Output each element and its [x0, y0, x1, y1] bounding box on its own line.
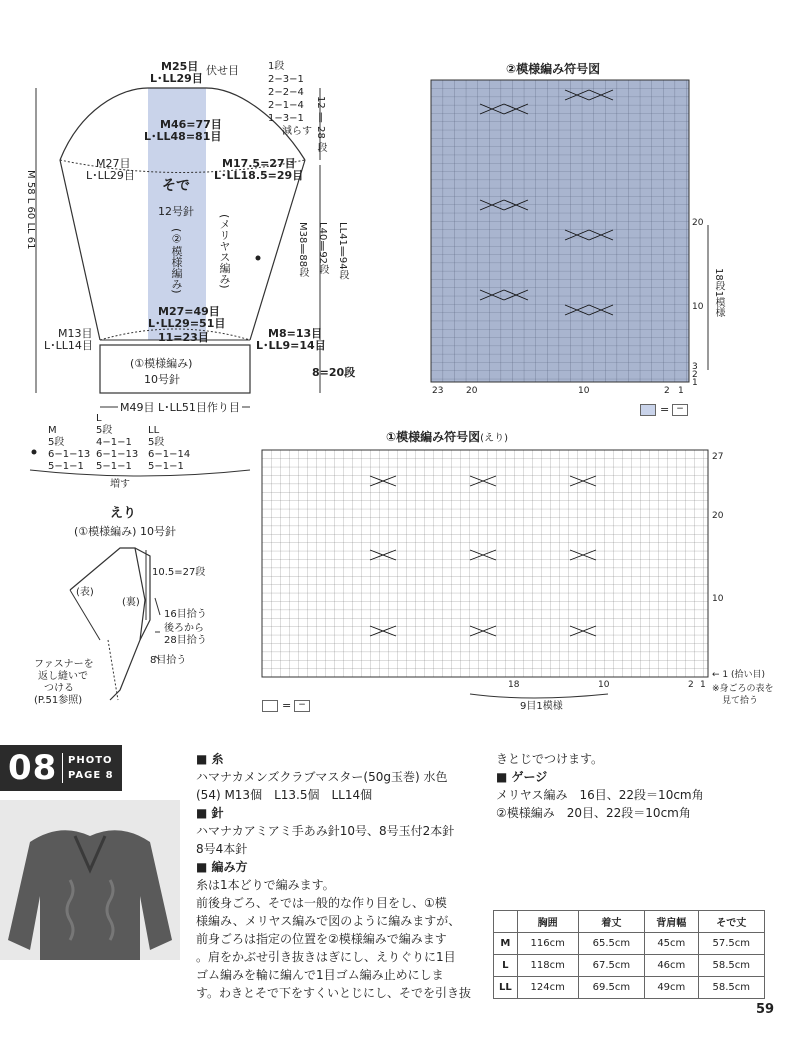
- dec-row: 1−3−1: [268, 113, 304, 124]
- chart2-col-2: 2: [664, 386, 670, 396]
- hr-ll-0: LL: [337, 222, 348, 234]
- height-left-58: 58: [25, 181, 36, 195]
- sweater-image: [0, 800, 180, 960]
- sleeve-cuff-rows: 8=20段: [312, 366, 356, 379]
- hr-m-1: 38: [297, 230, 308, 244]
- method-heading: ■ 編み方: [196, 860, 248, 874]
- sleeve-right-mid-m: M17.5=27目: [222, 157, 296, 170]
- inc-header-ll: LL: [148, 425, 160, 436]
- table-cell: 67.5cm: [578, 955, 644, 977]
- photo-page-label: PAGE 8: [68, 770, 114, 781]
- collar-front: (表): [76, 587, 94, 598]
- inc-ll-0: 5段: [148, 437, 165, 448]
- chart2-col-1: 1: [678, 386, 684, 396]
- table-cell: 118cm: [517, 955, 578, 977]
- hr-ll-1: 41: [337, 233, 348, 246]
- chart2-col-20: 20: [466, 386, 478, 396]
- chart1-note-1: ※身ごろの表を: [712, 684, 774, 694]
- inc-m-1: 6−1−13: [48, 449, 91, 460]
- method-line-2: 前後身ごろ、そでは一般的な作り目をし、①模: [196, 896, 447, 910]
- inc-m-0: 5段: [48, 437, 65, 448]
- sleeve-pattern2: (②模様編み): [170, 228, 183, 294]
- size-header-shoulder: 背肩幅: [645, 911, 698, 933]
- hr-m-4: 段: [297, 267, 308, 278]
- collar-pickup-3: 28目拾う: [164, 635, 207, 646]
- inc-l-1: 4−1−1: [96, 437, 132, 448]
- sleeve-cuff-left-l: L･LL14目: [44, 339, 93, 352]
- inc-header-m: M: [48, 425, 57, 436]
- chart1-pickup-note: ← 1 (拾い目): [712, 670, 766, 680]
- sleeve-left-mid-m: M27目: [96, 157, 131, 170]
- collar-zip-1: ファスナーを: [34, 659, 94, 670]
- yarn-line-2: (54) M13個 L13.5個 LL14個: [196, 788, 373, 802]
- table-row: [494, 977, 765, 999]
- hr-ll-4: 段: [337, 269, 348, 280]
- sleeve-cuff-left-m: M13目: [58, 327, 93, 340]
- sleeve-center-lower-11: 11=23目: [158, 331, 209, 344]
- dec-row: 2−1−4: [268, 100, 304, 111]
- pattern-number: 08: [8, 748, 58, 788]
- yarn-line-1: ハマナカメンズクラブマスター(50g玉巻) 水色: [196, 770, 448, 784]
- table-cell: 69.5cm: [578, 977, 644, 999]
- chart1-legend-eq: =: [282, 699, 292, 712]
- dec-row: 2−2−4: [268, 87, 304, 98]
- method-line-8: きとじでつけます。: [496, 752, 604, 766]
- chart1-col-2: 2: [688, 680, 694, 690]
- sleeve-needle: 12号針: [158, 205, 194, 218]
- inc-header-l: L: [96, 413, 102, 424]
- collar-zip-4: (P.51参照): [34, 695, 83, 706]
- sleeve-top-m: M25目: [161, 60, 199, 73]
- hr-l-3: 92: [317, 251, 328, 265]
- collar-pickup-2: 後ろから: [164, 623, 204, 634]
- chart2-legend-eq: =: [660, 403, 670, 416]
- chart1-row-20: 20: [712, 511, 724, 521]
- hr-l-2: ‖: [317, 240, 328, 252]
- inc-label: 増す: [110, 479, 130, 490]
- size-table-header-row: [494, 911, 765, 933]
- hr-ll-3: 94: [337, 256, 348, 270]
- chart2-row-2: 2: [692, 370, 698, 380]
- inc-ll-1: 6−1−14: [148, 449, 191, 460]
- chart1-row-27: 27: [712, 452, 724, 462]
- chart2-row-3: 3: [692, 362, 698, 372]
- height-left-60: 60: [25, 206, 36, 220]
- hr-l-4: 段: [317, 264, 328, 275]
- sleeve-cuff-needle: 10号針: [144, 373, 180, 386]
- collar-rows: 10.5=27段: [152, 567, 206, 578]
- method-line-5: 。肩をかぶせ引き抜きはぎにし、えりぐりに1目: [196, 950, 456, 964]
- height-left-m: M: [25, 170, 36, 179]
- chart1-col-18: 18: [508, 680, 520, 690]
- method-line-3: 様編み、メリヤス編みで図のように編みますが、: [196, 914, 461, 928]
- collar-zip-2: 返し縫いで: [38, 671, 88, 682]
- collar-pickup-1: 16目拾う: [164, 609, 207, 620]
- height-left-l: L: [25, 197, 36, 204]
- chart1-title-suffix: (えり): [480, 433, 508, 444]
- table-cell: 124cm: [517, 977, 578, 999]
- chart2-col-23: 23: [432, 386, 444, 396]
- inc-ll-2: 5−1−1: [148, 461, 184, 472]
- pattern-number-header: [0, 745, 122, 791]
- height-left-61: 61: [25, 236, 36, 250]
- sleeve-center-upper-l: L･LL48=81目: [144, 130, 222, 143]
- height-left-ll: LL: [25, 222, 36, 234]
- sleeve-center-lower-m: M27=49目: [158, 305, 220, 318]
- collar-pickup-4: 8目拾う: [150, 655, 187, 666]
- collar-zip-3: つける: [44, 683, 74, 694]
- sleeve-right-mid-l: L･LL18.5=29目: [214, 169, 304, 182]
- chart1-col-10: 10: [598, 680, 610, 690]
- table-cell: 57.5cm: [698, 933, 764, 955]
- sleeve-cuff-right-m: M8=13目: [268, 327, 323, 340]
- sleeve-dec-total: 12 ‖ 28 段: [315, 96, 326, 152]
- sleeve-center-upper-m: M46=77目: [160, 118, 222, 131]
- dec-row: 2−3−1: [268, 74, 304, 85]
- inc-l-2: 6−1−13: [96, 449, 139, 460]
- collar-title: えり: [110, 506, 137, 521]
- sleeve-cuff-pattern: (①模様編み): [130, 357, 193, 370]
- sleeve-stockinette: (メリヤス編み): [218, 214, 231, 289]
- size-table: [493, 910, 765, 999]
- needle-line-1: ハマナカアミアミ手あみ針10号、8号玉付2本針: [196, 824, 455, 838]
- method-line-7: す。わきとそで下をすくいとじにし、そでを引き抜: [196, 986, 472, 1000]
- collar-pattern: (①模様編み) 10号針: [74, 525, 176, 538]
- sleeve-title: そで: [162, 178, 190, 194]
- size-header-blank: [494, 911, 518, 933]
- sleeve-bind-off: 伏せ目: [206, 64, 239, 77]
- method-line-1: 糸は1本どりで編みます。: [196, 878, 335, 892]
- sleeve-center-lower-l: L･LL29=51目: [148, 317, 226, 330]
- chart1-note-2: 見て拾う: [722, 696, 759, 706]
- dec-row: 1段: [268, 61, 285, 72]
- chart2-row-1: 1: [692, 378, 698, 388]
- inc-l-0: 5段: [96, 425, 113, 436]
- hr-m-2: ‖: [297, 243, 308, 255]
- method-line-6: ゴム編みを輪に編んで1目ゴム編み止めにしま: [196, 968, 444, 982]
- needle-heading: ■ 針: [196, 806, 224, 820]
- page-number: 59: [756, 1002, 775, 1017]
- sleeve-left-mid-l: L･LL29目: [86, 169, 135, 182]
- size-label: M: [494, 933, 518, 955]
- yarn-heading: ■ 糸: [196, 752, 224, 766]
- chart1-row-10: 10: [712, 594, 724, 604]
- chart1-repeat: 9目1模様: [520, 701, 563, 712]
- chart1-legend-blank: [262, 700, 278, 712]
- table-cell: 45cm: [645, 933, 698, 955]
- size-header-sleeve: そで丈: [698, 911, 764, 933]
- chart2-repeat: 18段1模様: [713, 268, 724, 318]
- sleeve-top-l: L･LL29目: [150, 72, 203, 85]
- gauge-heading: ■ ゲージ: [496, 770, 548, 784]
- size-label: L: [494, 955, 518, 977]
- chart1-legend-purl: −: [294, 700, 310, 712]
- sleeve-cast-on: M49目 L･LL51目作り目: [120, 401, 240, 414]
- gauge-line-2: ②模様編み 20目、22段＝10cm角: [496, 806, 691, 820]
- table-cell: 116cm: [517, 933, 578, 955]
- size-header-chest: 胸囲: [517, 911, 578, 933]
- inc-l-3: 5−1−1: [96, 461, 132, 472]
- hr-l-0: L: [317, 222, 328, 228]
- hr-l-1: 40: [317, 227, 328, 241]
- collar-back: (裏): [122, 597, 140, 608]
- table-cell: 58.5cm: [698, 977, 764, 999]
- sweater-photo: [0, 800, 180, 960]
- table-cell: 58.5cm: [698, 955, 764, 977]
- chart2-row-20: 20: [692, 218, 704, 228]
- size-label: LL: [494, 977, 518, 999]
- chart2-col-10: 10: [578, 386, 590, 396]
- needle-line-2: 8号4本針: [196, 842, 248, 856]
- table-row: [494, 933, 765, 955]
- inc-m-2: 5−1−1: [48, 461, 84, 472]
- photo-label: PHOTO: [68, 755, 113, 766]
- dec-row: 減らす: [282, 126, 312, 137]
- hr-m-3: 88: [297, 254, 308, 268]
- method-line-4: 前身ごろは指定の位置を②模様編みで編みます: [196, 932, 447, 946]
- table-cell: 49cm: [645, 977, 698, 999]
- chart2-row-10: 10: [692, 302, 704, 312]
- header-divider: [62, 753, 63, 783]
- chart2-title: ②模様編み符号図: [506, 62, 601, 76]
- table-cell: 46cm: [645, 955, 698, 977]
- table-row: [494, 955, 765, 977]
- chart1-title-main: ①模様編み符号図: [386, 430, 481, 444]
- table-cell: 65.5cm: [578, 933, 644, 955]
- chart1-col-1: 1: [700, 680, 706, 690]
- size-header-length: 着丈: [578, 911, 644, 933]
- gauge-line-1: メリヤス編み 16目、22段＝10cm角: [496, 788, 704, 802]
- hr-ll-2: ‖: [337, 245, 348, 257]
- sleeve-cuff-right-l: L･LL9=14目: [256, 339, 326, 352]
- chart2-legend-purl: −: [672, 404, 688, 416]
- hr-m-0: M: [297, 222, 308, 231]
